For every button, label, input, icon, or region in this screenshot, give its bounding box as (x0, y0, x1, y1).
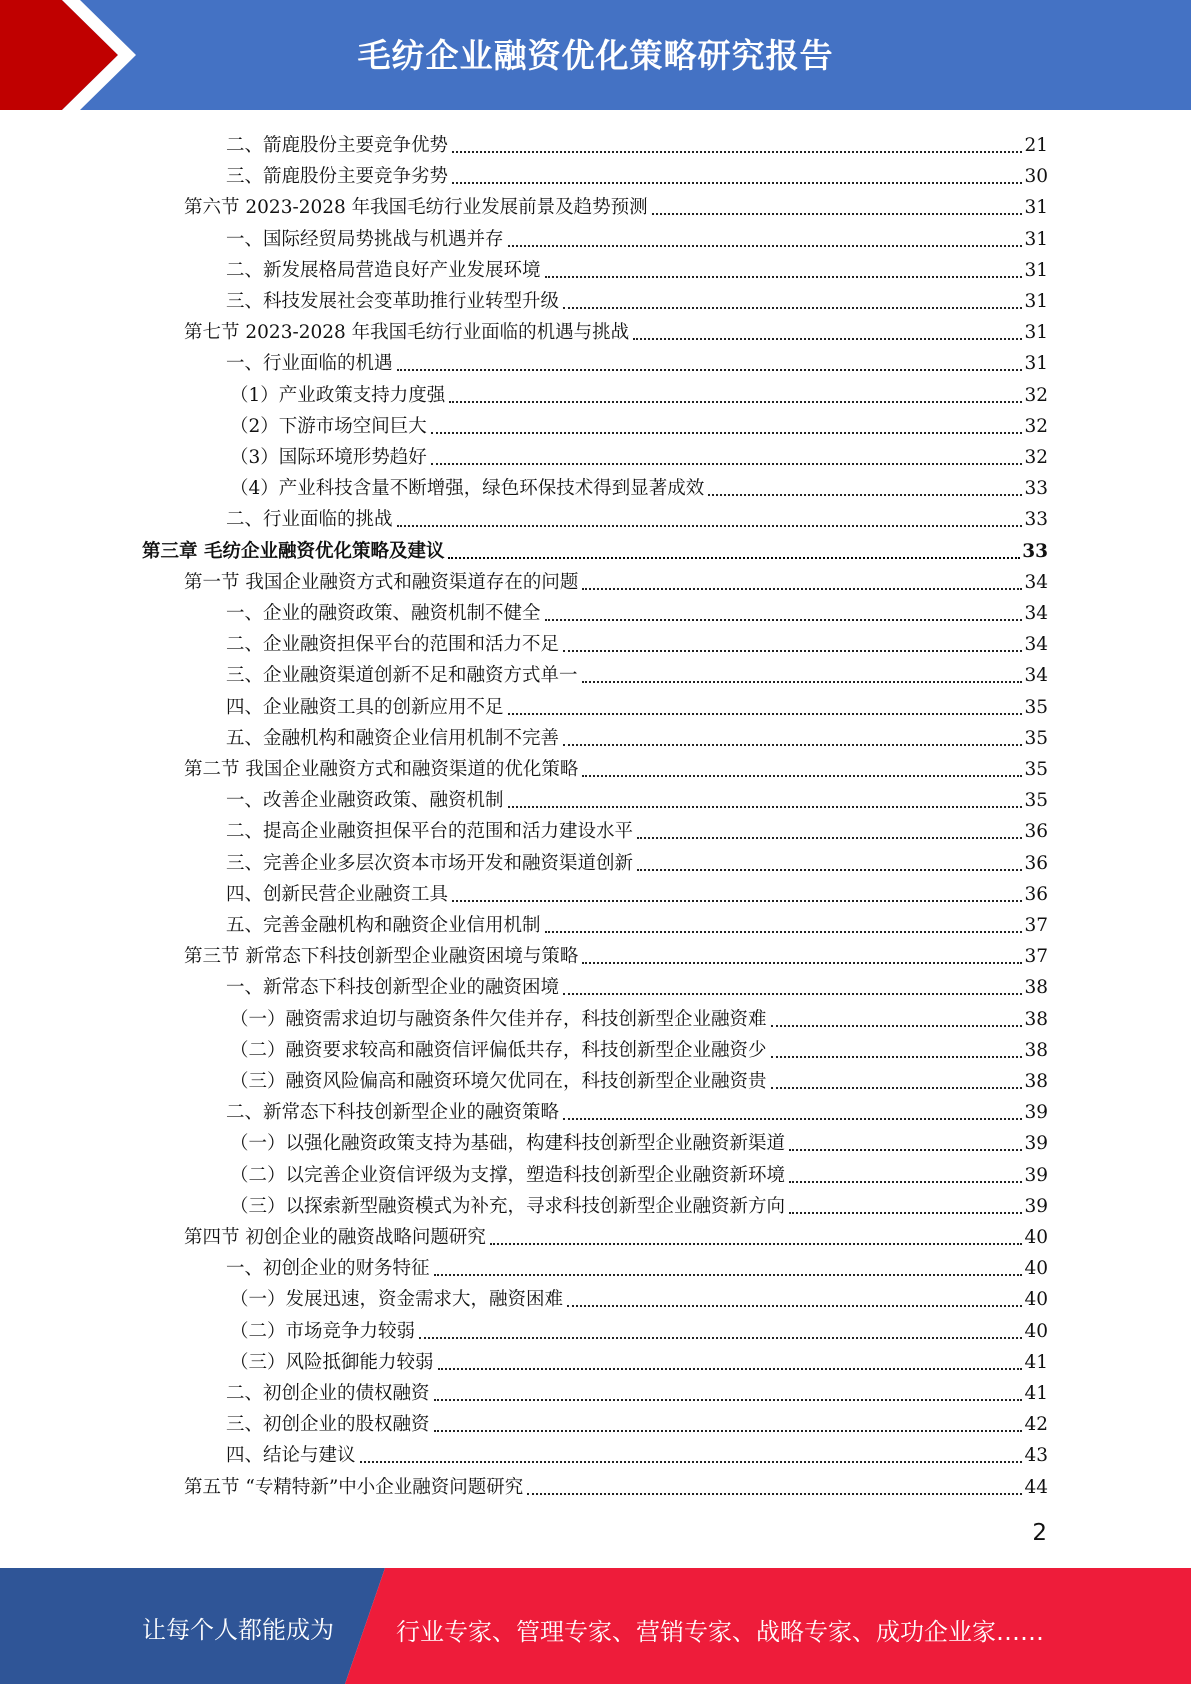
toc-leader-dots (508, 806, 1023, 808)
toc-entry-title: 第三节 新常态下科技创新型企业融资困境与策略 (184, 946, 579, 968)
toc-leader-dots (582, 775, 1022, 777)
toc-entry-page: 34 (1024, 603, 1048, 624)
toc-leader-dots (431, 432, 1023, 434)
toc-entry-title: （一）融资需求迫切与融资条件欠佳并存，科技创新型企业融资难 (230, 1008, 767, 1030)
toc-entry-title: （一）以强化融资政策支持为基础，构建科技创新型企业融资新渠道 (230, 1133, 786, 1155)
toc-leader-dots (448, 557, 1020, 559)
toc-subsection-entry[interactable] (226, 627, 1048, 658)
toc-leader-dots (563, 993, 1022, 995)
toc-entry-page: 40 (1024, 1227, 1048, 1248)
toc-entry-page: 40 (1024, 1258, 1048, 1280)
toc-entry-title: 三、完善企业多层次资本市场开发和融资渠道创新 (226, 852, 634, 874)
toc-entry-page: 33 (1024, 478, 1048, 500)
toc-subsection-entry[interactable] (226, 253, 1048, 284)
toc-section-entry[interactable] (184, 1470, 1048, 1501)
toc-entry-page: 32 (1024, 384, 1048, 406)
toc-subsection-entry[interactable] (230, 1158, 1048, 1189)
toc-entry-page: 31 (1024, 291, 1048, 312)
toc-entry-page: 44 (1024, 1476, 1048, 1498)
toc-leader-dots (438, 1368, 1023, 1370)
toc-entry-page: 31 (1024, 322, 1048, 344)
toc-leader-dots (582, 681, 1023, 683)
footer-banner (0, 1568, 1191, 1684)
toc-section-entry[interactable] (184, 190, 1048, 221)
toc-entry-title: 一、改善企业融资政策、融资机制 (226, 790, 504, 812)
toc-leader-dots (508, 245, 1023, 247)
toc-entry-page: 39 (1024, 1164, 1048, 1186)
toc-leader-dots (452, 151, 1022, 153)
toc-subsection-entry[interactable] (226, 877, 1048, 908)
toc-subsection-entry[interactable] (226, 159, 1048, 190)
toc-entry-page: 36 (1024, 883, 1048, 905)
toc-subsection-entry[interactable] (230, 1345, 1048, 1376)
toc-leader-dots (563, 650, 1022, 652)
toc-entry-page: 34 (1024, 665, 1048, 687)
toc-entry-page: 36 (1024, 821, 1048, 843)
toc-subsection-entry[interactable] (226, 721, 1048, 752)
toc-subsection-entry[interactable] (226, 1251, 1048, 1282)
toc-entry-title: 二、新常态下科技创新型企业的融资策略 (226, 1102, 560, 1124)
toc-subsection-entry[interactable] (230, 1002, 1048, 1033)
toc-entry-title: 四、结论与建议 (226, 1445, 356, 1467)
toc-subsection-entry[interactable] (226, 970, 1048, 1001)
toc-subsection-entry[interactable] (226, 1407, 1048, 1438)
toc-entry-page: 21 (1024, 135, 1048, 156)
toc-entry-title: 第四节 初创企业的融资战略问题研究 (184, 1227, 486, 1248)
toc-entry-title: 四、企业融资工具的创新应用不足 (226, 696, 504, 718)
toc-subsection-entry[interactable] (226, 284, 1048, 315)
toc-entry-title: 五、金融机构和融资企业信用机制不完善 (226, 727, 560, 749)
toc-entry-page: 31 (1024, 353, 1048, 375)
toc-entry-page: 35 (1024, 696, 1048, 718)
toc-entry-title: （三）融资风险偏高和融资环境欠优同在，科技创新型企业融资贵 (230, 1071, 767, 1092)
toc-section-entry[interactable] (184, 752, 1048, 783)
toc-entry-page: 31 (1024, 228, 1048, 250)
toc-leader-dots (582, 962, 1022, 964)
toc-entry-title: （4）产业科技含量不断增强，绿色环保技术得到显著成效 (230, 478, 705, 500)
toc-leader-dots (563, 744, 1022, 746)
toc-entry-title: （一）发展迅速，资金需求大，融资困难 (230, 1289, 564, 1311)
toc-section-entry[interactable] (184, 1220, 1048, 1251)
toc-entry-title: 三、企业融资渠道创新不足和融资方式单一 (226, 665, 578, 687)
toc-entry-page: 41 (1024, 1383, 1048, 1404)
toc-leader-dots (431, 463, 1023, 465)
toc-subsection-entry[interactable] (226, 596, 1048, 627)
toc-leader-dots (567, 1305, 1022, 1307)
toc-entry-page: 31 (1024, 197, 1048, 219)
toc-leader-dots (527, 1493, 1022, 1495)
toc-entry-title: 三、箭鹿股份主要竞争劣势 (226, 166, 449, 188)
toc-entry-title: 五、完善金融机构和融资企业信用机制 (226, 915, 541, 936)
toc-subsection-entry[interactable] (230, 440, 1048, 471)
toc-entry-page: 33 (1022, 540, 1048, 562)
toc-entry-title: 二、箭鹿股份主要竞争优势 (226, 135, 449, 156)
toc-entry-page: 39 (1024, 1195, 1048, 1217)
toc-subsection-entry[interactable] (226, 1095, 1048, 1126)
page-number: 2 (1032, 1520, 1047, 1546)
toc-subsection-entry[interactable] (230, 1189, 1048, 1220)
toc-leader-dots (563, 1118, 1022, 1120)
toc-entry-title: 二、企业融资担保平台的范围和活力不足 (226, 634, 560, 656)
toc-entry-page: 35 (1024, 790, 1048, 812)
toc-leader-dots (545, 931, 1023, 933)
toc-entry-title: （二）市场竞争力较弱 (230, 1320, 416, 1342)
toc-subsection-entry[interactable] (226, 1376, 1048, 1407)
toc-entry-title: 一、企业的融资政策、融资机制不健全 (226, 603, 541, 624)
toc-leader-dots (771, 1056, 1023, 1058)
toc-leader-dots (434, 1399, 1023, 1401)
toc-subsection-entry[interactable] (226, 658, 1048, 689)
report-header (0, 0, 1191, 110)
report-title: 毛纺企业融资优化策略研究报告 (357, 36, 834, 75)
toc-subsection-entry[interactable] (230, 409, 1048, 440)
footer-slogan-left: 让每个人都能成为 (142, 1616, 334, 1644)
toc-entry-page: 38 (1024, 1008, 1048, 1030)
toc-entry-page: 42 (1024, 1414, 1048, 1436)
toc-entry-page: 32 (1024, 447, 1048, 468)
toc-leader-dots (360, 1461, 1023, 1463)
toc-subsection-entry[interactable] (230, 1314, 1048, 1345)
toc-leader-dots (789, 1181, 1022, 1183)
toc-leader-dots (789, 1212, 1022, 1214)
toc-entry-page: 36 (1024, 852, 1048, 874)
toc-entry-page: 40 (1024, 1320, 1048, 1342)
toc-subsection-entry[interactable] (226, 690, 1048, 721)
toc-leader-dots (771, 1025, 1023, 1027)
toc-leader-dots (434, 1274, 1023, 1276)
toc-section-entry[interactable] (184, 939, 1048, 970)
toc-chapter-entry[interactable] (142, 534, 1048, 565)
toc-leader-dots (652, 213, 1023, 215)
toc-entry-title: 第五节 “专精特新”中小企业融资问题研究 (184, 1476, 524, 1498)
toc-entry-page: 39 (1024, 1133, 1048, 1155)
toc-subsection-entry[interactable] (226, 783, 1048, 814)
toc-leader-dots (582, 588, 1022, 590)
toc-entry-title: （二）融资要求较高和融资信评偏低共存，科技创新型企业融资少 (230, 1039, 767, 1061)
toc-entry-title: 第七节 2023-2028 年我国毛纺行业面临的机遇与挑战 (184, 322, 630, 344)
toc-leader-dots (633, 338, 1022, 340)
toc-subsection-entry[interactable] (226, 222, 1048, 253)
toc-entry-title: 一、初创企业的财务特征 (226, 1258, 430, 1280)
toc-subsection-entry[interactable] (226, 128, 1048, 159)
toc-entry-page: 37 (1024, 915, 1048, 936)
toc-entry-title: （三）以探索新型融资模式为补充，寻求科技创新型企业融资新方向 (230, 1195, 786, 1217)
toc-subsection-entry[interactable] (230, 1064, 1048, 1095)
toc-entry-title: 三、初创企业的股权融资 (226, 1414, 430, 1436)
toc-subsection-entry[interactable] (226, 502, 1048, 533)
toc-leader-dots (419, 1337, 1022, 1339)
toc-subsection-entry[interactable] (226, 1438, 1048, 1469)
toc-leader-dots (397, 525, 1023, 527)
footer-slogan-right: 行业专家、管理专家、营销专家、战略专家、成功企业家…… (396, 1618, 1044, 1646)
toc-section-entry[interactable] (184, 565, 1048, 596)
toc-leader-dots (452, 182, 1022, 184)
toc-leader-dots (771, 1087, 1023, 1089)
toc-entry-page: 31 (1024, 259, 1048, 281)
toc-entry-title: 三、科技发展社会变革助推行业转型升级 (226, 291, 560, 312)
toc-entry-page: 43 (1024, 1445, 1048, 1467)
toc-leader-dots (508, 713, 1023, 715)
toc-entry-page: 38 (1024, 1071, 1048, 1092)
toc-entry-title: 一、新常态下科技创新型企业的融资困境 (226, 977, 560, 999)
toc-entry-page: 40 (1024, 1289, 1048, 1311)
toc-subsection-entry[interactable] (226, 908, 1048, 939)
toc-entry-title: 二、提高企业融资担保平台的范围和活力建设水平 (226, 821, 634, 843)
toc-entry-page: 32 (1024, 415, 1048, 437)
toc-entry-page: 38 (1024, 1039, 1048, 1061)
toc-subsection-entry[interactable] (230, 1033, 1048, 1064)
toc-entry-title: 一、行业面临的机遇 (226, 353, 393, 375)
toc-subsection-entry[interactable] (226, 814, 1048, 845)
toc-leader-dots (452, 900, 1022, 902)
toc-leader-dots (434, 1430, 1023, 1432)
toc-entry-title: （3）国际环境形势趋好 (230, 447, 427, 468)
toc-entry-page: 30 (1024, 166, 1048, 188)
toc-entry-page: 34 (1024, 571, 1048, 593)
toc-entry-page: 33 (1024, 509, 1048, 531)
toc-subsection-entry[interactable] (226, 846, 1048, 877)
toc-entry-title: （三）风险抵御能力较弱 (230, 1351, 434, 1373)
toc-leader-dots (449, 401, 1022, 403)
toc-entry-title: 二、新发展格局营造良好产业发展环境 (226, 259, 541, 281)
toc-subsection-entry[interactable] (230, 471, 1048, 502)
toc-subsection-entry[interactable] (230, 1126, 1048, 1157)
toc-leader-dots (563, 307, 1022, 309)
toc-leader-dots (545, 619, 1023, 621)
toc-entry-title: （2）下游市场空间巨大 (230, 415, 427, 437)
toc-leader-dots (397, 369, 1023, 371)
toc-leader-dots (789, 1149, 1022, 1151)
toc-entry-title: 第六节 2023-2028 年我国毛纺行业发展前景及趋势预测 (184, 197, 648, 219)
toc-entry-title: 第三章 毛纺企业融资优化策略及建议 (142, 540, 445, 562)
toc-subsection-entry[interactable] (230, 1282, 1048, 1313)
toc-leader-dots (490, 1243, 1023, 1245)
toc-entry-page: 34 (1024, 634, 1048, 656)
toc-entry-title: 二、初创企业的债权融资 (226, 1383, 430, 1404)
toc-leader-dots (637, 869, 1022, 871)
toc-entry-page: 37 (1024, 946, 1048, 968)
toc-entry-title: （二）以完善企业资信评级为支撑，塑造科技创新型企业融资新环境 (230, 1164, 786, 1186)
toc-leader-dots (637, 837, 1022, 839)
toc-entry-title: 二、行业面临的挑战 (226, 509, 393, 531)
toc-leader-dots (545, 276, 1023, 278)
toc-entry-title: 一、国际经贸局势挑战与机遇并存 (226, 228, 504, 250)
toc-entry-page: 38 (1024, 977, 1048, 999)
toc-section-entry[interactable] (184, 315, 1048, 346)
toc-entry-page: 39 (1024, 1102, 1048, 1124)
toc-entry-page: 35 (1024, 727, 1048, 749)
toc-entry-title: 第一节 我国企业融资方式和融资渠道存在的问题 (184, 571, 579, 593)
toc-subsection-entry[interactable] (230, 378, 1048, 409)
toc-entry-title: 四、创新民营企业融资工具 (226, 883, 449, 905)
toc-entry-page: 35 (1024, 759, 1048, 780)
toc-subsection-entry[interactable] (226, 346, 1048, 377)
toc-entry-title: 第二节 我国企业融资方式和融资渠道的优化策略 (184, 759, 579, 780)
toc-entry-title: （1）产业政策支持力度强 (230, 384, 446, 406)
toc-leader-dots (708, 494, 1022, 496)
toc-entry-page: 41 (1024, 1351, 1048, 1373)
